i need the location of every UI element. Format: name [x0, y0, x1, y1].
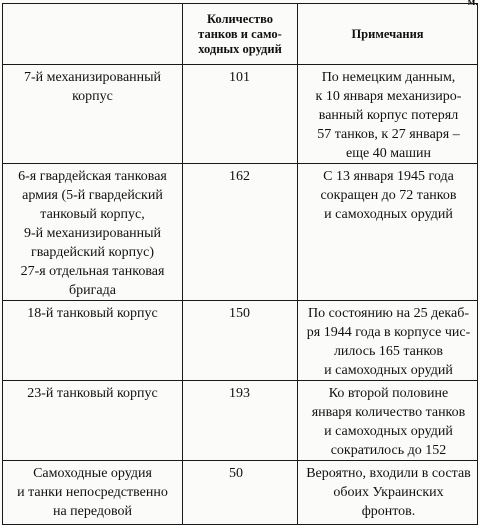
unit-cell: [3, 381, 183, 461]
unit-line: на передовой: [52, 504, 133, 519]
count-cell: 101: [183, 65, 298, 164]
note-line: По немецким данным,: [321, 70, 456, 85]
table-row: [3, 65, 478, 164]
unit-cell: [3, 461, 183, 525]
note-cell: [298, 381, 478, 461]
note-line: ря 1944 года в корпусе чис-: [306, 325, 471, 340]
header-units: [3, 4, 183, 65]
unit-line: бригада: [69, 283, 116, 298]
page-corner-mark: м.: [467, 0, 478, 8]
note-line: к 10 января механизиро-: [315, 89, 462, 104]
note-line: еще 40 машин: [346, 146, 431, 161]
note-line: С 13 января 1945 года: [323, 169, 454, 184]
note-line: фронтов.: [361, 504, 416, 519]
unit-line: корпус: [72, 89, 113, 104]
note-line: обоих Украинских: [333, 485, 444, 500]
unit-line: 23-й танковый корпус: [27, 386, 158, 401]
unit-line: 18-й танковый корпус: [27, 306, 158, 321]
unit-line: 9-й механизированный: [23, 226, 162, 241]
unit-line: 7-й механизированный: [23, 70, 162, 85]
note-line: и самоходных орудий: [324, 363, 453, 378]
note-cell: [298, 461, 478, 525]
tank-strength-table: [2, 3, 478, 525]
unit-cell: [3, 164, 183, 301]
note-cell: [298, 65, 478, 164]
note-line: и самоходных орудий: [324, 424, 453, 439]
unit-line: армия (5-й гвардейский: [22, 188, 163, 203]
note-cell: [298, 164, 478, 301]
header-notes: Примечания: [298, 4, 478, 65]
count-cell: 193: [183, 381, 298, 461]
count-cell: 50: [183, 461, 298, 525]
unit-line: и танки непосредственно: [17, 485, 168, 500]
note-line: лилось 165 танков: [333, 344, 444, 359]
note-line: Вероятно, входили в состав: [306, 466, 471, 481]
note-line: сократилось до 152: [330, 443, 447, 458]
table-row: [3, 461, 478, 525]
unit-line: 6-я гвардейская танковая: [18, 169, 167, 184]
note-line: января количество танков: [311, 405, 466, 420]
header-count-line: ходных орудий: [198, 41, 282, 56]
table-row: [3, 164, 478, 301]
note-line: ванный корпус потерял: [318, 108, 459, 123]
unit-line: гвардейский корпус): [31, 245, 154, 260]
count-cell: 162: [183, 164, 298, 301]
header-count: [183, 4, 298, 65]
unit-line: 27-я отдельная танковая: [20, 264, 165, 279]
note-line: Ко второй половине: [328, 386, 449, 401]
note-line: По состоянию на 25 декаб-: [307, 306, 470, 321]
unit-cell: [3, 301, 183, 381]
header-row: [3, 4, 478, 65]
table-row: [3, 301, 478, 381]
note-line: сокращен до 72 танков: [320, 188, 457, 203]
note-cell: [298, 301, 478, 381]
header-count-line: Количество: [206, 11, 274, 26]
unit-line: танковый корпус,: [40, 207, 145, 222]
count-cell: 150: [183, 301, 298, 381]
unit-cell: [3, 65, 183, 164]
note-line: 57 танков, к 27 января –: [317, 127, 460, 142]
table-row: [3, 381, 478, 461]
unit-line: Самоходные орудия: [33, 466, 152, 481]
note-line: и самоходных орудий: [324, 207, 453, 222]
header-count-line: танков и само-: [198, 26, 282, 41]
